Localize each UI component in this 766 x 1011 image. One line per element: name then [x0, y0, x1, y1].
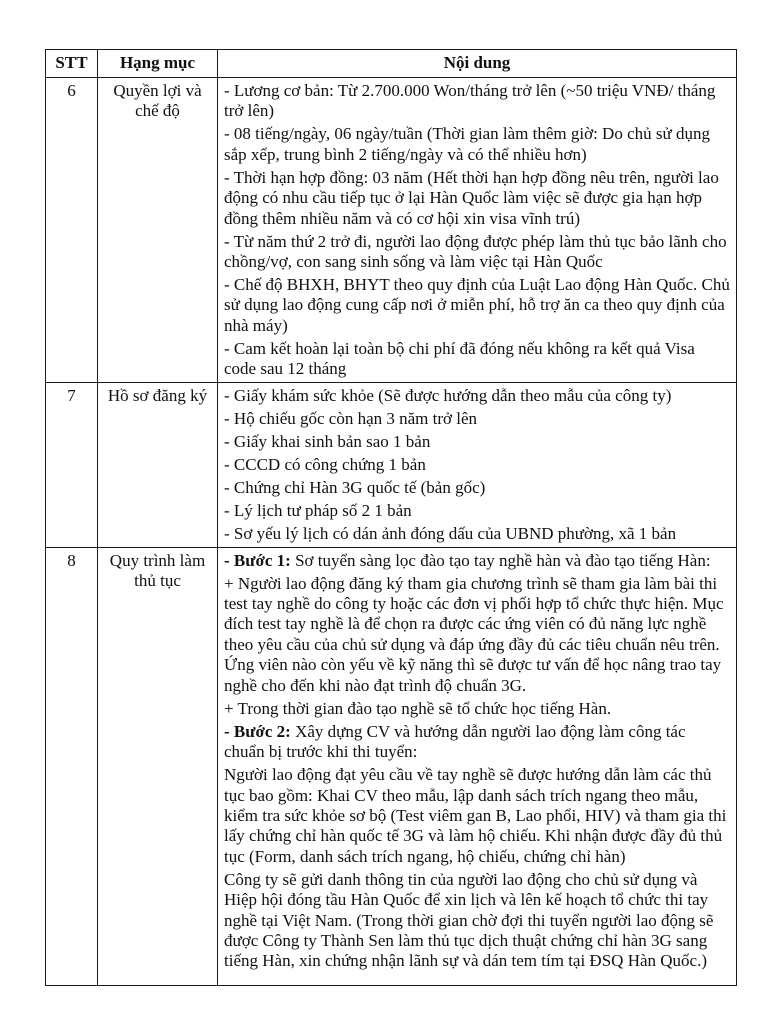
step-label: - Bước 2: — [224, 721, 291, 741]
content-paragraph: - CCCD có công chứng 1 bản — [224, 454, 426, 474]
content-paragraph: + Người lao động đăng ký tham gia chương trình sẽ tham gia làm bài thi test tay nghề do công ty hoặc các đơn vị phối hợp tổ chức thực hiện. Mục đích test tay nghề là để chọn ra được các ứng viên có đủ năng lực nghề theo yêu cầu của chủ sử dụng và đáp ứng đầy đủ các tiêu chuẩn nêu trên. Ứng viên nào còn yếu về kỹ năng thì sẽ được tư vấn để học nâng trao tay nghề cho đến khi nào đạt trình độ chuẩn 3G. — [224, 573, 724, 695]
step-2-heading — [224, 722, 730, 763]
table-row — [46, 78, 737, 383]
content-paragraph: - Hộ chiếu gốc còn hạn 3 năm trở lên — [224, 408, 478, 428]
content-paragraph: - 08 tiếng/ngày, 06 ngày/tuần (Thời gian làm thêm giờ: Do chủ sử dụng sắp xếp, trung bình 2 tiếng/ngày và có thể nhiều hơn) — [224, 124, 710, 164]
content-paragraph: - Chứng chỉ Hàn 3G quốc tế (bản gốc) — [224, 477, 486, 497]
content-paragraph: - Từ năm thứ 2 trở đi, người lao động được phép làm thủ tục bảo lãnh cho chồng/vợ, con sang sinh sống và làm việc tại Hàn Quốc — [224, 231, 727, 272]
row-content — [218, 382, 737, 547]
content-paragraph: - Giấy khai sinh bản sao 1 bản — [224, 431, 431, 451]
row-category: Quyền lợi và chế độ — [98, 78, 218, 383]
content-paragraph: - Giấy khám sức khỏe (Sẽ được hướng dẫn theo mẫu của công ty) — [224, 385, 672, 405]
header-stt: STT — [46, 50, 98, 78]
content-paragraph: - Sơ yếu lý lịch có dán ảnh đóng dấu của UBND phường, xã 1 bản — [224, 523, 677, 543]
table-header-row — [46, 50, 737, 78]
row-content — [218, 547, 737, 985]
table-row — [46, 547, 737, 985]
content-paragraph: - Thời hạn hợp đồng: 03 năm (Hết thời hạn hợp đồng nêu trên, người lao động có nhu cầu tiếp tục ở lại Hàn Quốc làm việc sẽ được gia hạn hợp đồng thêm nhiều năm và có cơ hội xin visa vĩnh trú) — [224, 167, 719, 228]
content-table — [45, 49, 737, 986]
header-content: Nội dung — [218, 50, 737, 78]
content-paragraph: - Chế độ BHXH, BHYT theo quy định của Luật Lao động Hàn Quốc. Chủ sử dụng lao động cung cấp nơi ở miễn phí, hỗ trợ ăn ca theo quy định của nhà máy) — [224, 275, 730, 335]
content-paragraph: Người lao động đạt yêu cầu về tay nghề sẽ được hướng dẫn làm các thủ tục bao gồm: Khai CV theo mẫu, lập danh sách trích ngang theo mẫu, kiểm tra sức khỏe sơ bộ (Test viêm gan B, Lao phổi, HIV) và tham gia thi lấy chứng chỉ hàn quốc tế 3G và làm hộ chiếu. Khi nhận được đầy đủ thủ tục (Form, danh sách trích ngang, hộ chiếu, chứng chỉ hàn) — [224, 765, 727, 866]
header-category: Hạng mục — [98, 50, 218, 78]
row-number: 6 — [46, 78, 98, 383]
content-paragraph: - Lý lịch tư pháp số 2 1 bản — [224, 500, 412, 520]
table-row — [46, 382, 737, 547]
row-category: Quy trình làm thủ tục — [98, 547, 218, 985]
step-text: Xây dựng CV và hướng dẫn người lao động làm công tác chuẩn bị trước khi thi tuyển: — [224, 721, 686, 762]
content-paragraph: Công ty sẽ gửi danh thông tin của người lao động cho chủ sử dụng và Hiệp hội đóng tầu Hàn Quốc để xin lịch và lên kế hoạch tổ chức thi tay nghề tại Việt Nam. (Trong thời gian chờ đợi thi tuyển người lao động sẽ được Công ty Thành Sen làm thủ tục dịch thuật chứng chỉ hàn 3G sang tiếng Hàn, xin chứng nhận lãnh sự và dán tem tím tại ĐSQ Hàn Quốc.) — [224, 869, 714, 971]
row-number: 8 — [46, 547, 98, 985]
content-paragraph: - Cam kết hoàn lại toàn bộ chi phí đã đóng nếu không ra kết quả Visa code sau 12 tháng — [224, 338, 695, 379]
step-1-heading — [224, 551, 730, 571]
row-content — [218, 78, 737, 383]
content-paragraph: + Trong thời gian đào tạo nghề sẽ tổ chức học tiếng Hàn. — [224, 698, 612, 718]
step-label: - Bước 1: — [224, 550, 291, 570]
row-category: Hồ sơ đăng ký — [98, 382, 218, 547]
step-text: Sơ tuyển sàng lọc đào tạo tay nghề hàn và đào tạo tiếng Hàn: — [290, 550, 711, 570]
content-paragraph: - Lương cơ bản: Từ 2.700.000 Won/tháng trở lên (~50 triệu VNĐ/ tháng trở lên) — [224, 81, 716, 121]
row-number: 7 — [46, 382, 98, 547]
